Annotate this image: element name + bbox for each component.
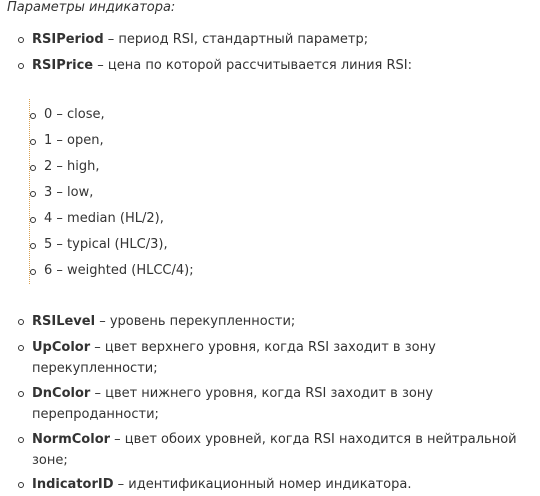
circle-bullet-icon (18, 319, 24, 325)
price-option-text: 3 – low, (44, 185, 94, 200)
param-name: NormColor (32, 432, 111, 447)
param-description: – идентификационный номер индикатора. (113, 477, 412, 492)
price-option-text: 1 – open, (44, 133, 104, 148)
param-item-rsilevel (32, 311, 522, 332)
price-option-item (44, 132, 104, 150)
circle-bullet-icon (18, 437, 24, 443)
circle-bullet-icon (18, 345, 24, 351)
circle-bullet-icon (30, 191, 36, 197)
circle-bullet-icon (30, 165, 36, 171)
param-name: DnColor (32, 386, 91, 401)
circle-bullet-icon (18, 37, 24, 43)
price-option-text: 5 – typical (HLC/3), (44, 237, 168, 252)
price-option-text: 6 – weighted (HLCC/4); (44, 263, 194, 278)
price-option-item (44, 158, 100, 176)
param-item-indicatorid (32, 474, 522, 495)
param-description: – цвет верхнего уровня, когда RSI заходит в зону перекупленности; (32, 340, 436, 376)
param-name: UpColor (32, 340, 91, 355)
circle-bullet-icon (30, 139, 36, 145)
price-option-text: 2 – high, (44, 159, 100, 174)
circle-bullet-icon (30, 269, 36, 275)
param-description: – период RSI, стандартный параметр; (103, 32, 369, 47)
price-option-item (44, 262, 194, 280)
section-heading: Параметры индикатора: (7, 0, 176, 15)
param-description: – цвет нижнего уровня, когда RSI заходит в зону перепроданности; (32, 386, 434, 422)
param-item-normcolor (32, 429, 522, 471)
param-item-dncolor (32, 383, 522, 425)
circle-bullet-icon (18, 391, 24, 397)
param-description: – цвет обоих уровней, когда RSI находится в нейтральной зоне; (32, 432, 517, 468)
param-description: – уровень перекупленности; (95, 314, 296, 329)
circle-bullet-icon (30, 217, 36, 223)
price-option-item (44, 210, 164, 228)
param-item-rsiperiod (32, 29, 522, 50)
param-name: IndicatorID (32, 477, 114, 492)
price-option-item (44, 106, 105, 124)
param-item-rsiprice (32, 55, 522, 76)
param-item-upcolor (32, 337, 522, 379)
circle-bullet-icon (18, 63, 24, 69)
circle-bullet-icon (18, 482, 24, 488)
param-description: – цена по которой рассчитывается линия RSI: (93, 58, 412, 73)
circle-bullet-icon (30, 113, 36, 119)
circle-bullet-icon (30, 243, 36, 249)
param-name: RSIPeriod (32, 32, 104, 47)
price-option-item (44, 236, 168, 254)
price-option-text: 0 – close, (44, 107, 105, 122)
param-name: RSILevel (32, 314, 96, 329)
price-option-text: 4 – median (HL/2), (44, 211, 164, 226)
price-option-item (44, 184, 93, 202)
param-name: RSIPrice (32, 58, 94, 73)
